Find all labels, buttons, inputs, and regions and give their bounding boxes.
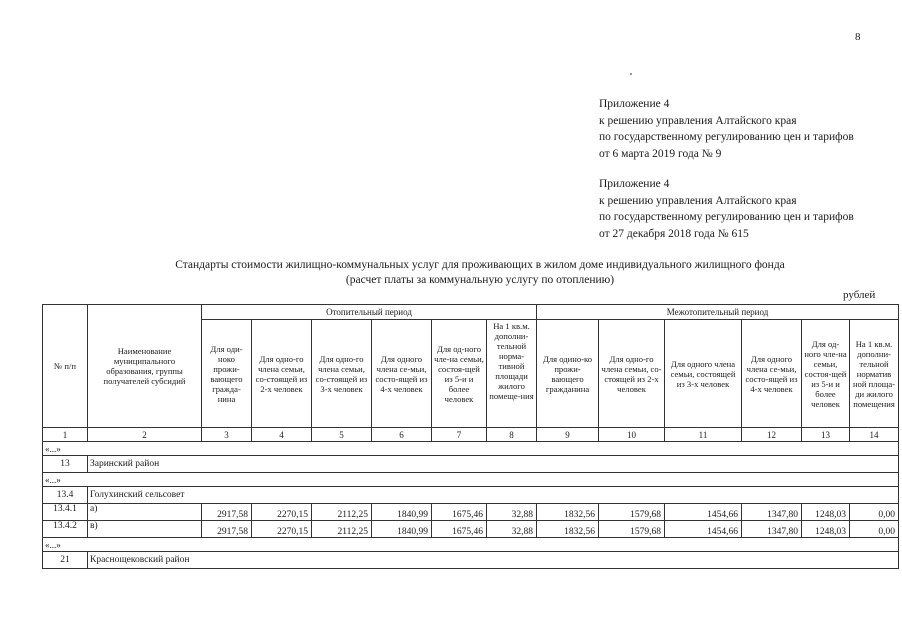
page-number: 8 — [855, 31, 861, 43]
value-cell: 2112,25 — [312, 521, 372, 538]
value-cell: 1248,03 — [802, 521, 850, 538]
value-cell: 1832,56 — [537, 521, 599, 538]
col-header-heating: Для одно-го члена семьи, со-стоящей из 2-х человек — [252, 320, 312, 428]
value-cell: 2112,25 — [312, 504, 372, 521]
col-header-non-heating: Для одино-ко прожи-вающего гражданина — [537, 320, 599, 428]
column-number: 3 — [202, 428, 252, 442]
col-header-number: № п/п — [43, 305, 88, 428]
ellipsis-marker: «...» — [43, 538, 899, 552]
annex-line: по государственному регулированию цен и тарифов — [599, 211, 854, 223]
value-cell: 1832,56 — [537, 504, 599, 521]
table-row — [43, 504, 899, 521]
annex-line: к решению управления Алтайского края — [599, 114, 797, 127]
row-name: в) — [88, 521, 202, 538]
document-title — [160, 258, 800, 287]
title-line: Стандарты стоимости жилищно-коммунальных услуг для проживающих в жилом доме индивидуального жилищного фонда — [175, 259, 785, 271]
column-number: 7 — [432, 428, 487, 442]
currency-unit: рублей — [843, 289, 876, 301]
row-number: 13.4.2 — [43, 521, 88, 538]
subtitle-line: (расчет платы за коммунальную услугу по отоплению) — [345, 273, 615, 286]
annex-line: по государственному регулированию цен и тарифов — [599, 131, 854, 143]
ellipsis-marker: «...» — [43, 442, 899, 456]
column-number: 6 — [372, 428, 432, 442]
annex-line: от 27 декабря 2018 года № 615 — [599, 227, 749, 240]
column-number: 14 — [850, 428, 899, 442]
row-number: 13.4.1 — [43, 504, 88, 521]
column-number: 13 — [802, 428, 850, 442]
value-cell: 1454,66 — [665, 504, 742, 521]
annex-line: от 6 марта 2019 года № 9 — [599, 147, 722, 160]
row-number: 13.4 — [43, 487, 88, 504]
heating-period-header: Отопительный период — [202, 305, 537, 320]
ellipsis-row — [43, 442, 899, 456]
annex-line: Приложение 4 — [599, 98, 670, 110]
annex-block-2 — [599, 176, 854, 242]
col-header-non-heating: Для одно-го члена семьи, со-стоящей из 2-х человек — [599, 320, 665, 428]
value-cell: 1840,99 — [372, 504, 432, 521]
col-header-heating: Для оди-ноко прожи-вающего гражда-нина — [202, 320, 252, 428]
non-heating-period-header: Межотопительный период — [537, 305, 899, 320]
value-cell: 0,00 — [850, 521, 899, 538]
column-number: 9 — [537, 428, 599, 442]
value-cell: 0,00 — [850, 504, 899, 521]
tariff-table — [42, 304, 899, 569]
column-number: 5 — [312, 428, 372, 442]
column-number: 1 — [43, 428, 88, 442]
scan-speck — [630, 73, 632, 75]
column-number: 2 — [88, 428, 202, 442]
col-header-heating: Для одного члена се-мьи, состо-ящей из 4-х человек — [372, 320, 432, 428]
value-cell: 1248,03 — [802, 504, 850, 521]
table-row — [43, 552, 899, 569]
value-cell: 1675,46 — [432, 504, 487, 521]
col-header-heating: Для од-ного чле-на семьи, состоя-щей из 5-и и более человек — [432, 320, 487, 428]
row-number: 21 — [43, 552, 88, 569]
col-header-non-heating: Для од-ного чле-на семьи, состоя-щей из 5-и и более человек — [802, 320, 850, 428]
value-cell: 2270,15 — [252, 504, 312, 521]
value-cell: 2270,15 — [252, 521, 312, 538]
row-name: Голухинский сельсовет — [88, 487, 899, 504]
ellipsis-row — [43, 538, 899, 552]
column-number: 8 — [487, 428, 537, 442]
value-cell: 1347,80 — [742, 521, 802, 538]
ellipsis-row — [43, 473, 899, 487]
value-cell: 1579,68 — [599, 504, 665, 521]
row-name: Краснощековский район — [88, 552, 899, 569]
col-header-non-heating: На 1 кв.м. дополни-тельной норматив ной площа-ди жилого помещения — [850, 320, 899, 428]
ellipsis-marker: «...» — [43, 473, 899, 487]
value-cell: 2917,58 — [202, 521, 252, 538]
table-row — [43, 521, 899, 538]
col-header-name: Наименование муниципального образования, группы получателей субсидий — [88, 305, 202, 428]
value-cell: 1579,68 — [599, 521, 665, 538]
row-name: Заринский район — [88, 456, 899, 473]
column-number: 11 — [665, 428, 742, 442]
row-number: 13 — [43, 456, 88, 473]
value-cell: 32,88 — [487, 521, 537, 538]
col-header-heating: На 1 кв.м. дополни-тельной норма-тивной площади жилого помеще-ния — [487, 320, 537, 428]
value-cell: 2917,58 — [202, 504, 252, 521]
value-cell: 1675,46 — [432, 521, 487, 538]
annex-line: к решению управления Алтайского края — [599, 194, 797, 207]
table-row — [43, 456, 899, 473]
value-cell: 1347,80 — [742, 504, 802, 521]
row-name: а) — [88, 504, 202, 521]
value-cell: 1840,99 — [372, 521, 432, 538]
annex-line: Приложение 4 — [599, 178, 670, 190]
table-row — [43, 487, 899, 504]
annex-block-1 — [599, 96, 854, 162]
value-cell: 32,88 — [487, 504, 537, 521]
col-header-heating: Для одно-го члена семьи, со-стоящей из 3-х человек — [312, 320, 372, 428]
column-number: 10 — [599, 428, 665, 442]
column-number: 4 — [252, 428, 312, 442]
column-number: 12 — [742, 428, 802, 442]
column-number-row — [43, 428, 899, 442]
col-header-non-heating: Для одного члена семьи, состоящей из 3-х человек — [665, 320, 742, 428]
col-header-non-heating: Для одного члена се-мьи, состо-ящей из 4-х человек — [742, 320, 802, 428]
value-cell: 1454,66 — [665, 521, 742, 538]
